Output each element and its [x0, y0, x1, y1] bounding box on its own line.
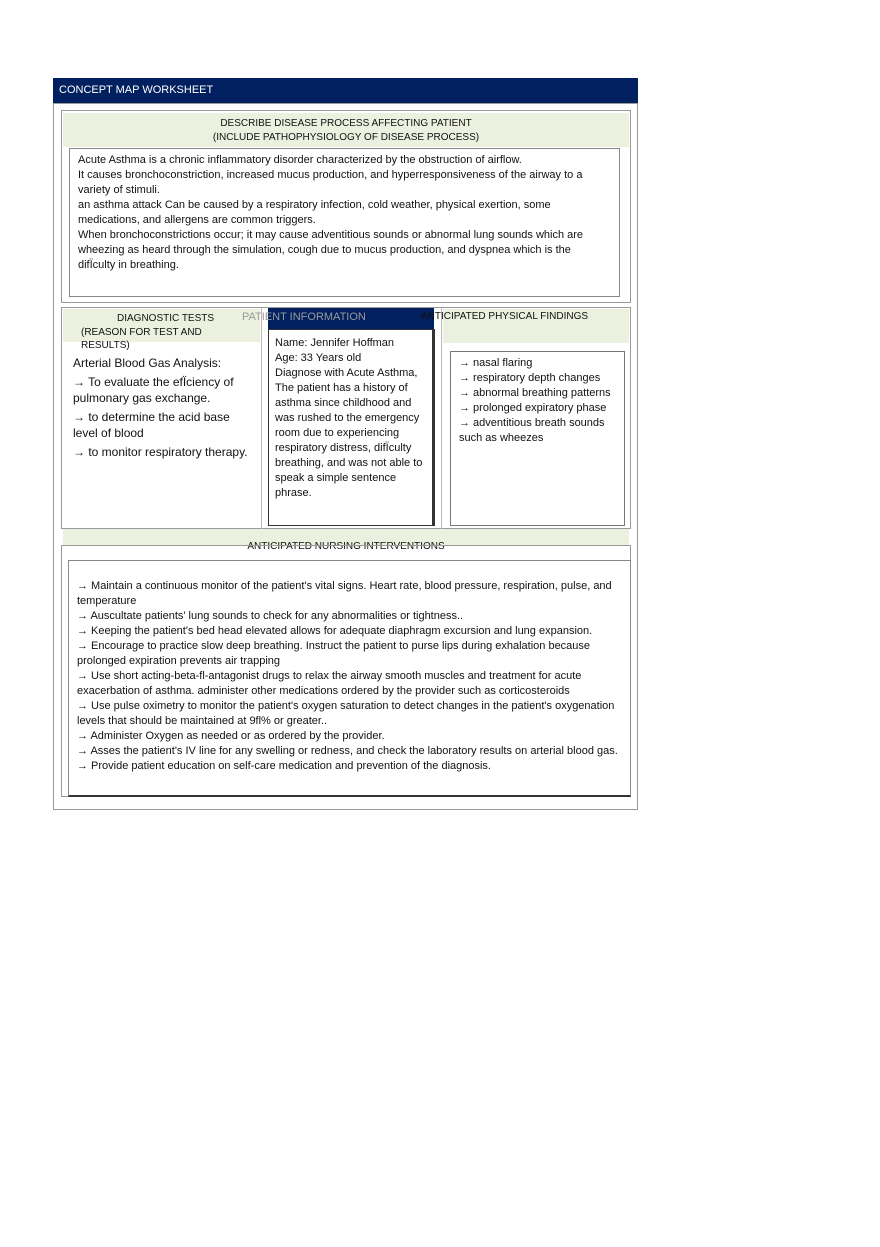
diagnostic-heading-line3: RESULTS) [81, 340, 130, 351]
column-divider [261, 308, 262, 529]
patient-info-field[interactable] [268, 329, 435, 526]
nursing-heading: ANTICIPATED NURSING INTERVENTIONS [247, 541, 445, 552]
disease-heading [63, 113, 629, 147]
nursing-item: → Use short acting-beta-fl-antagonist drugs to relax the airway smooth muscles and treatment for acute exacerbation of asthma. administer other medications ordered by the provider such as corticosteroids [77, 670, 582, 697]
diagnostic-item: → to monitor respiratory therapy. [73, 445, 248, 459]
disease-paragraph: When bronchoconstrictions occur; it may cause adventitious sounds or abnormal lung sounds which are wheezing as heard through the simulation, cough due to mucus production, and dyspnea which is the difÏculty in breathing. [78, 229, 584, 271]
diagnostic-item: → to determine the acid base level of blood [73, 410, 230, 440]
patient-name: Name: Jennifer Hoffman [275, 337, 395, 349]
column-divider [441, 308, 442, 529]
disease-paragraph: Acute Asthma is a chronic inflammatory disorder characterized by the obstruction of airflow. [78, 154, 522, 166]
nursing-item: → Keeping the patient's bed head elevated allows for adequate diaphragm excursion and lung expansion. [77, 625, 593, 637]
nursing-item: → Auscultate patients' lung sounds to check for any abnormalities or tightness.. [77, 610, 464, 622]
disease-text-field[interactable] [69, 148, 620, 297]
finding-item: → respiratory depth changes [459, 372, 601, 384]
nursing-item: → Use pulse oximetry to monitor the patient's oxygen saturation to detect changes in the patient's oxygenation levels that should be maintained at 9fl% or greater.. [77, 700, 615, 727]
nursing-item: → Asses the patient's IV line for any swelling or redness, and check the laboratory results on arterial blood gas. [77, 745, 618, 757]
patient-age: Age: 33 Years old [275, 352, 362, 364]
diagnostic-item: → To evaluate the efÏciency of pulmonary gas exchange. [73, 375, 234, 405]
findings-text-field[interactable] [450, 351, 625, 526]
finding-item: → abnormal breathing patterns [459, 387, 611, 399]
nursing-item: → Encourage to practice slow deep breathing. Instruct the patient to purse lips during exhalation because prolonged expiration prevents air trapping [77, 640, 591, 667]
worksheet-title: CONCEPT MAP WORKSHEET [59, 84, 214, 96]
finding-item: → nasal flaring [459, 357, 533, 369]
nursing-item: → Maintain a continuous monitor of the patient's vital signs. Heart rate, blood pressure, respiration, pulse, and temperature [77, 580, 612, 607]
disease-heading-line1: DESCRIBE DISEASE PROCESS AFFECTING PATIENT [220, 118, 472, 129]
diagnostic-item: Arterial Blood Gas Analysis: [73, 356, 222, 370]
diagnostic-heading-line2: (REASON FOR TEST AND [81, 327, 202, 338]
patient-description: Diagnose with Acute Asthma, The patient has a history of asthma since childhood and was rushed to the emergency room due to experiencing respiratory distress, difÏculty breathing, and was not able to speak a simple sentence phrase. [275, 367, 423, 499]
diagnostic-heading-line1: DIAGNOSTIC TESTS [117, 313, 215, 324]
finding-item: → prolonged expiratory phase [459, 402, 607, 414]
disease-paragraph: It causes bronchoconstriction, increased mucus production, and hyperresponsiveness of the airway to a variety of stimuli. [78, 169, 583, 196]
findings-heading: ANTICIPATED PHYSICAL FINDINGS [421, 311, 589, 322]
disease-paragraph: an asthma attack Can be caused by a respiratory infection, cold weather, physical exertion, some medications, and allergens are common triggers. [78, 199, 551, 226]
patient-info-heading: PATIENT INFORMATION [242, 311, 366, 323]
finding-item: → adventitious breath sounds such as wheezes [459, 417, 605, 444]
nursing-text-field[interactable] [68, 560, 631, 797]
nursing-item: → Administer Oxygen as needed or as ordered by the provider. [77, 730, 385, 742]
diagnostic-text-field[interactable] [73, 355, 253, 463]
diagnostic-heading [63, 309, 260, 342]
worksheet-title-bar [53, 78, 638, 103]
disease-heading-line2: (INCLUDE PATHOPHYSIOLOGY OF DISEASE PROCESS) [212, 132, 480, 143]
nursing-item: → Provide patient education on self-care medication and prevention of the diagnosis. [77, 760, 491, 772]
